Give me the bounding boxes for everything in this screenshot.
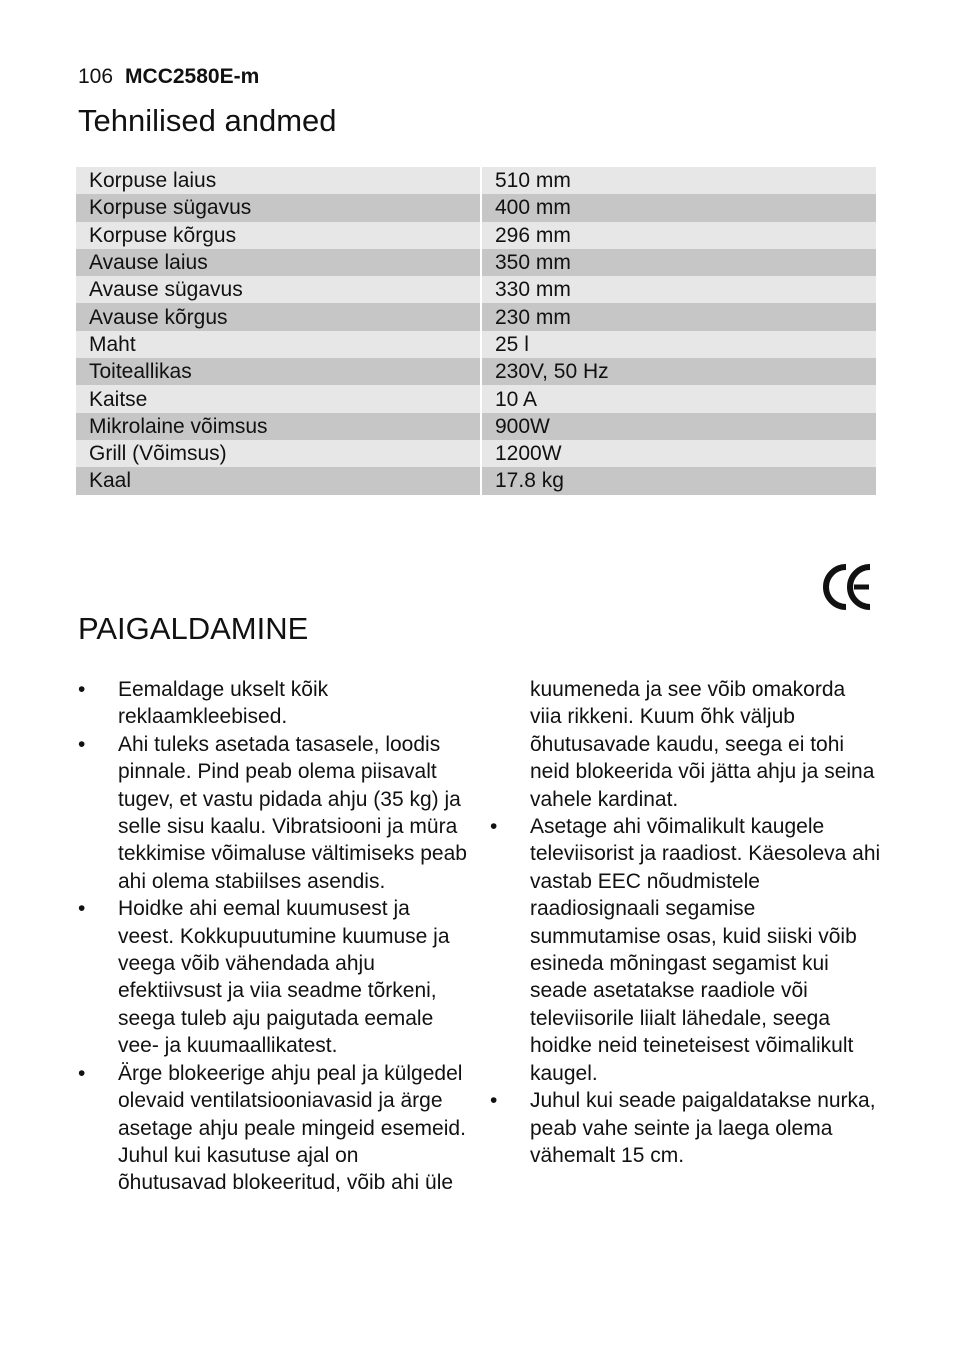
- spec-value: 510 mm: [481, 167, 876, 194]
- list-item-text: Hoidke ahi eemal kuumusest ja veest. Kokkupuutumine kuumuse ja veega võib vähendada ahju efektiivsust ja viia seadme tõrkeni, seega tuleb aju paigutada eemale vee- ja kuumaallikatest.: [118, 897, 450, 1058]
- list-item-text: Eemaldage ukselt kõik reklaamkleebised.: [118, 678, 329, 729]
- list-item: [490, 813, 882, 1087]
- table-row: [76, 385, 876, 412]
- installation-title: PAIGALDAMINE: [78, 611, 309, 646]
- spec-label: Avause sügavus: [76, 276, 481, 303]
- model-name: MCC2580E-m: [125, 65, 260, 88]
- table-row: [76, 440, 876, 467]
- spec-value: 10 A: [481, 385, 876, 412]
- table-row: [76, 167, 876, 194]
- spec-value: 400 mm: [481, 194, 876, 221]
- list-item: [78, 1060, 470, 1197]
- list-item: [78, 731, 470, 895]
- list-item-text: Ahi tuleks asetada tasasele, loodis pinnale. Pind peab olema piisavalt tugev, et vastu pidada ahju (35 kg) ja selle sisu kaalu. Vibratsiooni ja müra tekkimise võimaluse vältimiseks peab ahi olema stabiilses asendis.: [118, 732, 467, 893]
- bullet-icon: •: [78, 678, 86, 701]
- spec-label: Korpuse sügavus: [76, 194, 481, 221]
- table-row: [76, 467, 876, 494]
- bullet-icon: •: [490, 815, 498, 839]
- spec-label: Korpuse kõrgus: [76, 222, 481, 249]
- list-item: [78, 676, 470, 731]
- spec-value: 17.8 kg: [481, 467, 876, 494]
- spec-label: Korpuse laius: [76, 167, 481, 194]
- spec-label: Mikrolaine võimsus: [76, 413, 481, 440]
- spec-label: Toiteallikas: [76, 358, 481, 385]
- table-row: [76, 222, 876, 249]
- spec-value: 330 mm: [481, 276, 876, 303]
- spec-value: 25 l: [481, 331, 876, 358]
- spec-label: Avause kõrgus: [76, 303, 481, 330]
- tech-specs-table: [76, 167, 876, 495]
- installation-right-column: [490, 676, 882, 1169]
- table-row: [76, 194, 876, 221]
- ce-mark-icon: [823, 561, 875, 613]
- table-row: [76, 358, 876, 385]
- bullet-icon: •: [78, 732, 86, 756]
- list-item-text: Ärge blokeerige ahju peal ja külgedel olevaid ventilatsiooniavasid ja ärge asetage ahju peale mingeid esemeid. Juhul kui kasutuse ajal on õhutusavad blokeeritud, võib ahi üle: [118, 1061, 466, 1195]
- table-row: [76, 331, 876, 358]
- list-item-text: Juhul kui seade paigaldatakse nurka, peab vahe seinte ja laega olema vähemalt 15 cm.: [530, 1089, 876, 1167]
- spec-value: 230V, 50 Hz: [481, 358, 876, 385]
- tech-specs-title: Tehnilised andmed: [78, 103, 337, 138]
- spec-value: 900W: [481, 413, 876, 440]
- list-item-continuation: kuumeneda ja see võib omakorda viia rikkeni. Kuum õhk väljub õhutusavade kaudu, seega ei tohi neid blokeerida või jätta ahju ja seina vahele kardinat.: [530, 678, 875, 811]
- spec-label: Kaal: [76, 467, 481, 494]
- bullet-icon: •: [78, 897, 86, 921]
- spec-label: Kaitse: [76, 385, 481, 412]
- spec-value: 230 mm: [481, 303, 876, 330]
- bullet-icon: •: [78, 1061, 86, 1085]
- spec-label: Avause laius: [76, 249, 481, 276]
- spec-label: Maht: [76, 331, 481, 358]
- page-number: 106: [78, 65, 114, 88]
- table-row: [76, 303, 876, 330]
- installation-left-column: [78, 676, 470, 1197]
- spec-label: Grill (Võimsus): [76, 440, 481, 467]
- list-item-text: Asetage ahi võimalikult kaugele televiisorist ja raadiost. Käesoleva ahi vastab EEC nõudmistele raadiosignaali segamise summutamise osas, kuid siiski võib esineda mõningast segamist kui seade asetatakse raadiole või televiisorile liialt lähedale, seega hoidke neid teineteisest võimalikult kaugel.: [530, 815, 881, 1085]
- bullet-icon: •: [490, 1089, 498, 1113]
- table-row: [76, 276, 876, 303]
- spec-value: 350 mm: [481, 249, 876, 276]
- spec-value: 1200W: [481, 440, 876, 467]
- table-row: [76, 413, 876, 440]
- spec-value: 296 mm: [481, 222, 876, 249]
- page-header: [78, 64, 259, 90]
- list-item: [78, 895, 470, 1059]
- list-item: [490, 1087, 882, 1169]
- table-row: [76, 249, 876, 276]
